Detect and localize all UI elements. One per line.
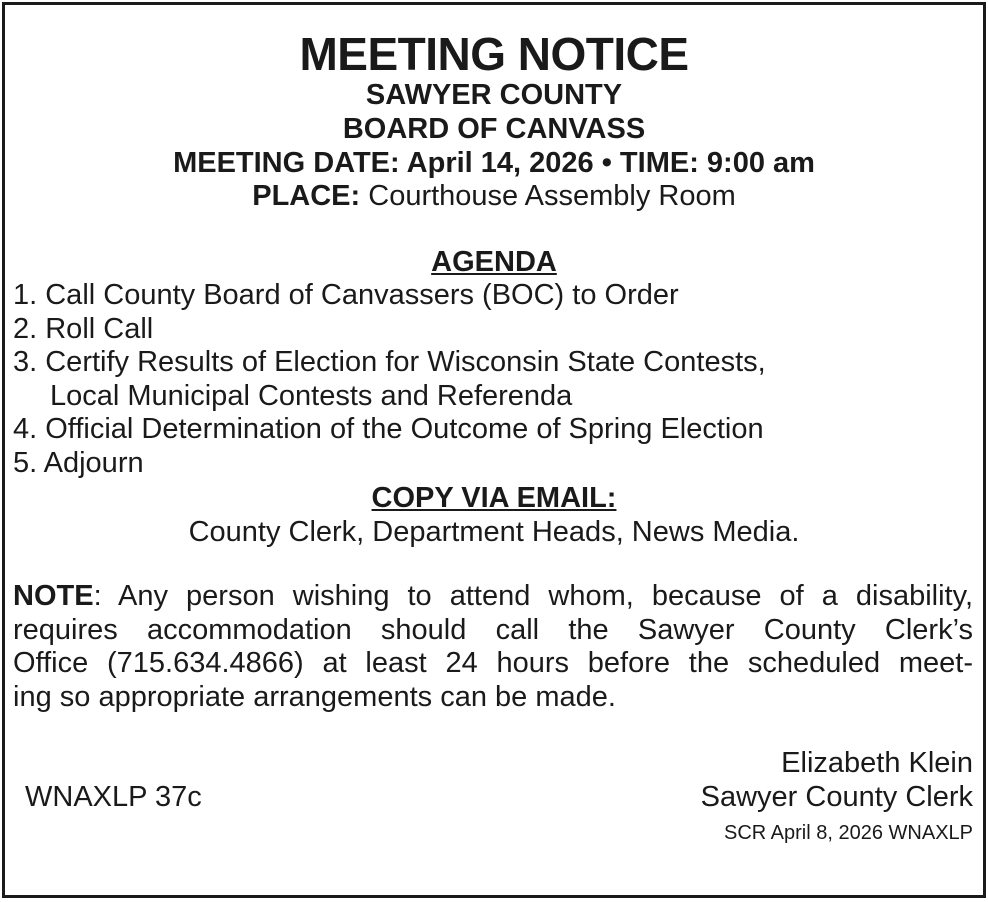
agenda-item-3: 3. Certify Results of Election for Wisconsin State Contests,: [13, 346, 766, 378]
board-name: BOARD OF CANVASS: [342, 113, 646, 145]
agenda-item-5: 5. Adjourn: [13, 446, 144, 479]
place-value: Courthouse Assembly Room: [360, 180, 736, 212]
note-label: NOTE: [13, 580, 94, 612]
note-line-2: requires accommodation should call the Sawyer County Clerk’s: [13, 613, 973, 646]
signer-title: Sawyer County Clerk: [700, 781, 973, 813]
agenda-item-1: 1. Call County Board of Canvassers (BOC) to Order: [13, 279, 679, 311]
note-line-1: [13, 580, 973, 614]
meeting-notice: [2, 2, 986, 898]
place-label: PLACE:: [252, 180, 361, 212]
publication-code: WNAXLP 37c: [25, 781, 202, 813]
copy-recipients: County Clerk, Department Heads, News Media.: [188, 516, 800, 548]
notice-title: MEETING NOTICE: [299, 28, 689, 80]
meeting-place: [5, 179, 983, 213]
signer-name: Elizabeth Klein: [781, 747, 973, 779]
note-line-3: Office (715.634.4866) at least 24 hours before the scheduled meet-: [13, 647, 973, 679]
agenda-item-3-continued: Local Municipal Contests and Referenda: [50, 379, 573, 412]
agenda-heading-text: AGENDA: [431, 246, 557, 278]
agenda-heading: [5, 245, 983, 279]
agenda-item-4: 4. Official Determination of the Outcome of Spring Election: [13, 413, 764, 445]
accommodation-note: [13, 580, 973, 714]
copy-heading: [5, 481, 983, 515]
note-line-1-text: : Any person wishing to attend whom, because of a disability,: [93, 580, 973, 612]
meeting-date-time: MEETING DATE: April 14, 2026 • TIME: 9:00 am: [173, 147, 815, 179]
agenda-item-2: 2. Roll Call: [13, 312, 154, 345]
note-line-4: ing so appropriate arrangements can be made.: [13, 680, 616, 713]
agenda-list: [13, 279, 973, 480]
copy-heading-text: COPY VIA EMAIL:: [371, 482, 617, 514]
publication-date: SCR April 8, 2026 WNAXLP: [724, 822, 973, 844]
county-name: SAWYER COUNTY: [365, 79, 623, 111]
